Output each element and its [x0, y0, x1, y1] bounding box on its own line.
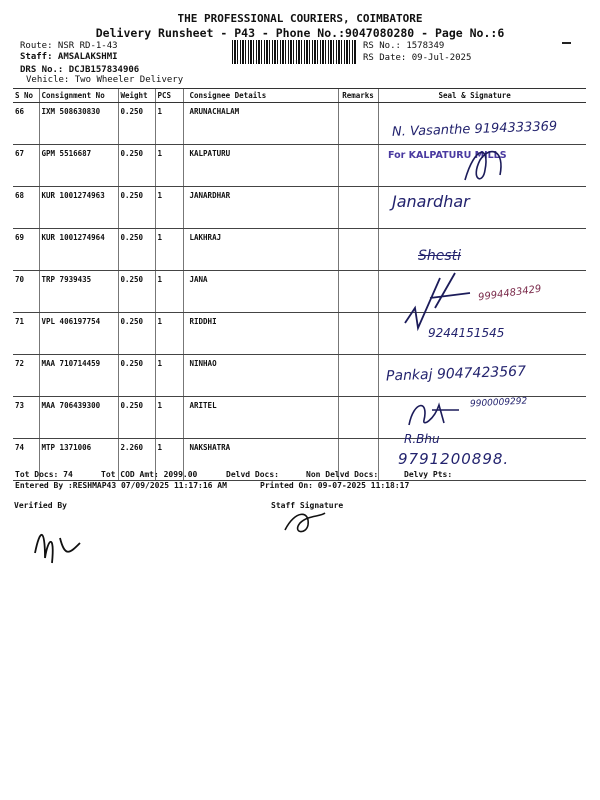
cell-sno: 67 — [13, 145, 39, 187]
cell-remarks — [338, 355, 378, 397]
signature-row-71b: 9244151545 — [428, 326, 505, 340]
cell-weight: 0.250 — [118, 229, 155, 271]
stamp-kalpaturu: For KALPATURU MILLS — [388, 150, 507, 161]
verified-signature-scribble — [30, 518, 90, 568]
staff-signature-scribble — [280, 505, 330, 540]
verified-by-label: Verified By — [14, 501, 67, 510]
staff-signature-label: Staff Signature — [271, 501, 344, 510]
col-consignee: Consignee Details — [183, 89, 338, 103]
signature-scribble-73 — [404, 395, 464, 430]
cell-weight: 0.250 — [118, 145, 155, 187]
cell-pcs: 1 — [155, 439, 183, 481]
table-header-row — [13, 89, 586, 103]
tot-docs: Tot Docs: 74 — [15, 470, 73, 479]
col-seal-signature: Seal & Signature — [378, 89, 586, 103]
cell-sno: 68 — [13, 187, 39, 229]
company-title: THE PROFESSIONAL COURIERS, COIMBATORE — [177, 12, 423, 25]
signature-row-72: Pankaj 9047423567 — [385, 363, 527, 385]
rs-no-text: RS No.: 1578349 — [363, 41, 445, 51]
cell-weight: 0.250 — [118, 313, 155, 355]
cell-consignee: JANA — [183, 271, 338, 313]
cell-signature — [378, 229, 586, 271]
cell-consignee: ARITEL — [183, 397, 338, 439]
col-pcs: PCS — [155, 89, 183, 103]
rs-date-text: RS Date: 09-Jul-2025 — [363, 53, 472, 63]
cell-remarks — [338, 397, 378, 439]
cell-sno: 72 — [13, 355, 39, 397]
col-weight: Weight — [118, 89, 155, 103]
cell-consignment: KUR 1001274963 — [39, 187, 118, 229]
barcode — [232, 40, 356, 64]
signature-row-73: 9900009292 — [469, 396, 528, 410]
non-delvd-docs: Non Delvd Docs: — [306, 470, 379, 479]
drs-text: DRS No.: DCJB157834906 — [20, 65, 140, 75]
cell-consignment: MAA 710714459 — [39, 355, 118, 397]
cell-consignment: MTP 1371006 — [39, 439, 118, 481]
cell-sno: 74 — [13, 439, 39, 481]
cell-consignee: RIDDHI — [183, 313, 338, 355]
cell-consignee: NAKSHATRA — [183, 439, 338, 481]
signature-row-74-phone: 9791200898. — [398, 450, 510, 468]
cell-pcs: 1 — [155, 271, 183, 313]
cell-remarks — [338, 187, 378, 229]
cell-pcs: 1 — [155, 145, 183, 187]
signature-row-70: Shesti — [418, 248, 462, 264]
cell-consignment: TRP 7939435 — [39, 271, 118, 313]
cell-remarks — [338, 229, 378, 271]
cell-weight: 0.250 — [118, 103, 155, 145]
delvd-docs: Delvd Docs: — [226, 470, 279, 479]
cell-consignment: VPL 406197754 — [39, 313, 118, 355]
signature-row-68: Janardhar — [392, 192, 470, 211]
signature-scribble-71 — [400, 268, 480, 333]
cell-pcs: 1 — [155, 355, 183, 397]
cell-remarks — [338, 313, 378, 355]
cell-sno: 66 — [13, 103, 39, 145]
signature-scribble-67 — [455, 140, 515, 195]
cell-pcs: 1 — [155, 187, 183, 229]
dash-mark — [562, 42, 571, 44]
signature-row-71-phone: 9994483429 — [477, 283, 543, 304]
cell-weight: 0.250 — [118, 271, 155, 313]
cell-remarks — [338, 271, 378, 313]
cell-sno: 73 — [13, 397, 39, 439]
cell-consignee: NINHAO — [183, 355, 338, 397]
cell-pcs: 1 — [155, 103, 183, 145]
cell-consignee: KALPATURU — [183, 145, 338, 187]
cell-weight: 0.250 — [118, 397, 155, 439]
signature-row-66: N. Vasanthe 9194333369 — [391, 119, 558, 140]
vehicle-text: Vehicle: Two Wheeler Delivery — [26, 75, 184, 85]
cell-weight: 0.250 — [118, 187, 155, 229]
delvy-pts: Delvy Pts: — [404, 470, 453, 479]
signature-row-74-name: R.Bhu — [404, 432, 440, 446]
cell-pcs: 1 — [155, 313, 183, 355]
cell-pcs: 1 — [155, 397, 183, 439]
table-row — [13, 229, 586, 271]
tot-cod: Tot COD Amt: 2099.00 — [101, 470, 198, 479]
cell-weight: 0.250 — [118, 355, 155, 397]
cell-consignee: LAKHRAJ — [183, 229, 338, 271]
runsheet-subtitle: Delivery Runsheet - P43 - Phone No.:9047080280 - Page No.:6 — [95, 26, 505, 40]
cell-consignment: IXM 508630830 — [39, 103, 118, 145]
cell-consignment: GPM 5516687 — [39, 145, 118, 187]
cell-consignee: JANARDHAR — [183, 187, 338, 229]
cell-pcs: 1 — [155, 229, 183, 271]
cell-remarks — [338, 145, 378, 187]
cell-consignment: MAA 706439300 — [39, 397, 118, 439]
col-sno: S No — [13, 89, 39, 103]
cell-weight: 2.260 — [118, 439, 155, 481]
printed-on: Printed On: 09-07-2025 11:18:17 — [260, 481, 410, 490]
route-text: Route: NSR RD-1-43 — [20, 41, 118, 51]
cell-consignee: ARUNACHALAM — [183, 103, 338, 145]
col-remarks: Remarks — [338, 89, 378, 103]
cell-remarks — [338, 103, 378, 145]
col-consignment: Consignment No — [39, 89, 118, 103]
cell-sno: 69 — [13, 229, 39, 271]
entered-by: Entered By :RESHMAP43 07/09/2025 11:17:16 AM — [15, 481, 227, 490]
cell-consignment: KUR 1001274964 — [39, 229, 118, 271]
staff-text: Staff: AMSALAKSHMI — [20, 52, 118, 62]
cell-sno: 70 — [13, 271, 39, 313]
cell-sno: 71 — [13, 313, 39, 355]
